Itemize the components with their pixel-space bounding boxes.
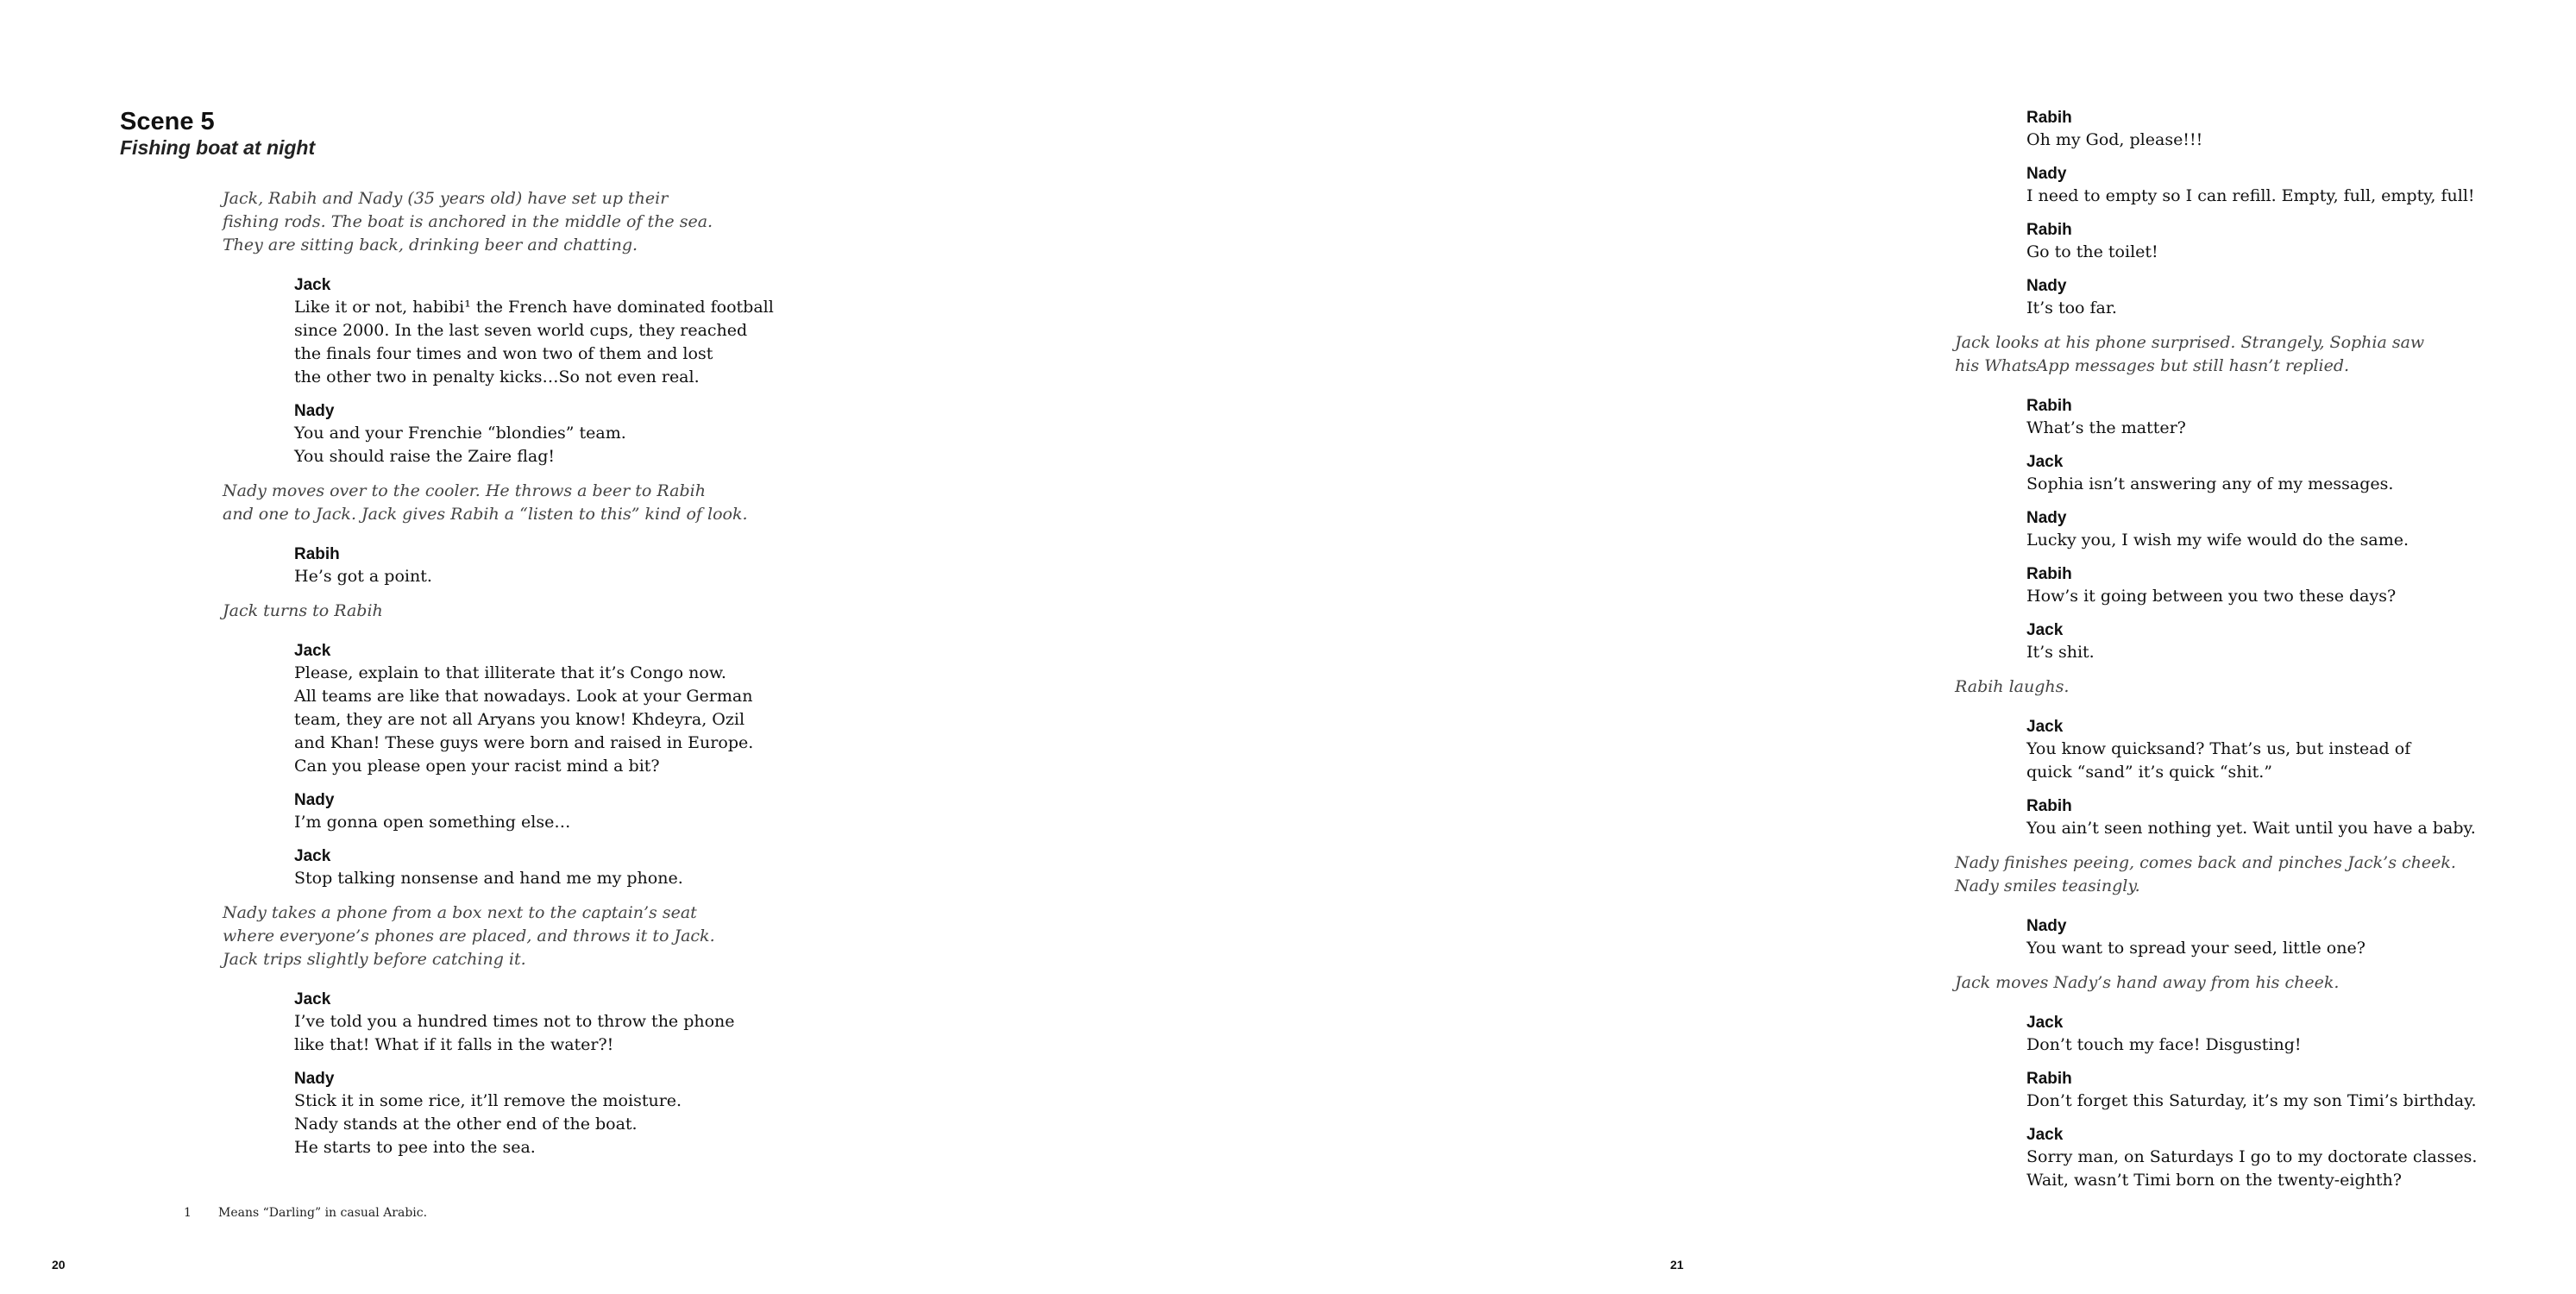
dialogue-line: Like it or not, habibi¹ the French have dominated football: [294, 298, 774, 317]
dialogue-text: [2026, 185, 2576, 208]
speaker-name: Nady: [294, 1070, 335, 1088]
dialogue-line: You know quicksand? That’s us, but instead of: [2026, 739, 2411, 758]
dialogue-line: Can you please open your racist mind a bit?: [294, 757, 660, 776]
dialogue-block: [2026, 451, 2576, 496]
dialogue-line: I need to empty so I can refill. Empty, full, empty, full!: [2026, 186, 2475, 205]
stage-direction: [1955, 331, 2576, 378]
dialogue-block: [2026, 563, 2576, 608]
footnote-text: Means “Darling” in casual Arabic.: [218, 1206, 428, 1220]
dialogue-line: the other two in penalty kicks…So not even real.: [294, 367, 700, 386]
dialogue-line: You should raise the Zaire flag!: [294, 447, 555, 466]
speaker-name: Jack: [294, 642, 331, 660]
dialogue-block: [2026, 1124, 2576, 1192]
dialogue-block: [2026, 619, 2576, 664]
speaker-name: Jack: [294, 990, 331, 1008]
direction-line: and one to Jack. Jack gives Rabih a “listen to this” kind of look.: [223, 505, 748, 524]
dialogue-line: quick “sand” it’s quick “shit.”: [2026, 763, 2272, 782]
dialogue-block: [294, 1068, 826, 1159]
direction-line: Jack turns to Rabih: [223, 601, 383, 620]
speaker-name: Jack: [2026, 621, 2064, 639]
direction-line: Nady moves over to the cooler. He throws a beer to Rabih: [223, 481, 706, 500]
dialogue-block: [294, 789, 826, 834]
direction-line: Nady smiles teasingly.: [1955, 876, 2140, 895]
dialogue-line: He’s got a point.: [294, 567, 432, 586]
speaker-name: Nady: [2026, 277, 2067, 295]
dialogue-text: [2026, 129, 2576, 152]
stage-direction: [223, 480, 826, 526]
direction-line: Nady takes a phone from a box next to the captain’s seat: [223, 903, 697, 922]
dialogue-line: How’s it going between you two these days?: [2026, 587, 2397, 606]
dialogue-line: You ain’t seen nothing yet. Wait until you have a baby.: [2026, 819, 2476, 838]
speaker-name: Rabih: [2026, 797, 2072, 815]
dialogue-block: [294, 274, 826, 389]
dialogue-text: [2026, 529, 2576, 552]
stage-direction: [1955, 675, 2576, 699]
direction-line: Nady finishes peeing, comes back and pinches Jack’s cheek.: [1955, 853, 2456, 872]
dialogue-block: [294, 640, 826, 778]
speaker-name: Jack: [294, 276, 331, 294]
dialogue-text: [2026, 937, 2576, 960]
speaker-name: Rabih: [2026, 221, 2072, 239]
dialogue-line: You and your Frenchie “blondies” team.: [294, 424, 626, 443]
dialogue-line: You want to spread your seed, little one?: [2026, 939, 2366, 958]
dialogue-text: [294, 565, 826, 588]
speaker-name: Jack: [2026, 718, 2064, 736]
dialogue-text: [294, 422, 826, 468]
dialogue-text: [294, 296, 826, 389]
dialogue-text: [294, 1010, 826, 1057]
speaker-name: Rabih: [294, 545, 340, 563]
dialogue-block: [294, 845, 826, 890]
speaker-name: Rabih: [2026, 397, 2072, 415]
page-number-right: 21: [1670, 1258, 1684, 1272]
dialogue-line: What’s the matter?: [2026, 418, 2186, 437]
dialogue-block: [2026, 795, 2576, 840]
direction-line: Jack moves Nady’s hand away from his cheek.: [1955, 973, 2340, 992]
dialogue-block: [2026, 507, 2576, 552]
dialogue-line: team, they are not all Aryans you know! Khdeyra, Ozil: [294, 710, 745, 729]
speaker-name: Nady: [2026, 509, 2067, 527]
dialogue-block: [2026, 1012, 2576, 1057]
speaker-name: Nady: [294, 402, 335, 420]
speaker-name: Rabih: [2026, 109, 2072, 127]
footnote-number: 1: [184, 1206, 192, 1220]
direction-line: Jack trips slightly before catching it.: [223, 950, 526, 969]
dialogue-text: [2026, 1033, 2576, 1057]
direction-line: his WhatsApp messages but still hasn’t replied.: [1955, 356, 2350, 375]
speaker-name: Nady: [294, 791, 335, 809]
dialogue-line: I’m gonna open something else…: [294, 813, 571, 832]
speaker-name: Jack: [2026, 453, 2064, 471]
speaker-name: Jack: [294, 847, 331, 865]
dialogue-text: [2026, 241, 2576, 264]
dialogue-line: Don’t forget this Saturday, it’s my son Timi’s birthday.: [2026, 1091, 2477, 1110]
dialogue-line: and Khan! These guys were born and raised in Europe.: [294, 733, 754, 752]
dialogue-line: the finals four times and won two of them and lost: [294, 344, 713, 363]
dialogue-line: Nady stands at the other end of the boat.: [294, 1115, 638, 1134]
dialogue-line: like that! What if it falls in the water?!: [294, 1035, 614, 1054]
left-script-body: [223, 187, 826, 1171]
dialogue-block: [2026, 1068, 2576, 1113]
dialogue-line: It’s too far.: [2026, 298, 2117, 317]
dialogue-line: Stick it in some rice, it’ll remove the moisture.: [294, 1091, 682, 1110]
dialogue-text: [2026, 738, 2576, 784]
dialogue-text: [2026, 297, 2576, 320]
stage-direction: [223, 187, 826, 257]
scene-subtitle: Fishing boat at night: [120, 136, 316, 159]
scene-title: Scene 5: [120, 108, 215, 135]
right-script-body: [1955, 107, 2576, 1203]
speaker-name: Jack: [2026, 1014, 2064, 1032]
dialogue-line: I’ve told you a hundred times not to throw the phone: [294, 1012, 735, 1031]
dialogue-text: [2026, 1146, 2576, 1192]
dialogue-line: He starts to pee into the sea.: [294, 1138, 536, 1157]
dialogue-line: Go to the toilet!: [2026, 242, 2158, 261]
dialogue-line: Wait, wasn’t Timi born on the twenty-eighth?: [2026, 1171, 2402, 1190]
dialogue-text: [2026, 417, 2576, 440]
dialogue-line: Sophia isn’t answering any of my messages.: [2026, 474, 2394, 493]
speaker-name: Nady: [2026, 917, 2067, 935]
dialogue-block: [2026, 163, 2576, 208]
speaker-name: Jack: [2026, 1126, 2064, 1144]
dialogue-line: All teams are like that nowadays. Look at your German: [294, 687, 753, 706]
direction-line: Jack, Rabih and Nady (35 years old) have set up their: [223, 189, 669, 208]
dialogue-text: [2026, 1090, 2576, 1113]
dialogue-line: Don’t touch my face! Disgusting!: [2026, 1035, 2302, 1054]
dialogue-block: [2026, 219, 2576, 264]
dialogue-line: Please, explain to that illiterate that it’s Congo now.: [294, 663, 726, 682]
dialogue-line: since 2000. In the last seven world cups, they reached: [294, 321, 748, 340]
dialogue-block: [2026, 915, 2576, 960]
stage-direction: [1955, 971, 2576, 995]
dialogue-text: [294, 1090, 826, 1159]
dialogue-text: [2026, 817, 2576, 840]
left-page: [0, 0, 863, 1294]
dialogue-block: [2026, 275, 2576, 320]
direction-line: where everyone’s phones are placed, and throws it to Jack.: [223, 927, 715, 945]
stage-direction: [223, 901, 826, 971]
dialogue-block: [294, 400, 826, 468]
direction-line: Rabih laughs.: [1955, 677, 2070, 696]
dialogue-text: [294, 662, 826, 778]
page-number-left: 20: [52, 1258, 66, 1272]
dialogue-block: [2026, 107, 2576, 152]
speaker-name: Nady: [2026, 165, 2067, 183]
dialogue-line: It’s shit.: [2026, 643, 2095, 662]
stage-direction: [223, 600, 826, 623]
dialogue-block: [2026, 395, 2576, 440]
dialogue-block: [294, 543, 826, 588]
dialogue-line: Stop talking nonsense and hand me my phone.: [294, 869, 683, 888]
dialogue-line: Sorry man, on Saturdays I go to my doctorate classes.: [2026, 1147, 2478, 1166]
right-page: [863, 0, 2478, 1294]
dialogue-text: [2026, 641, 2576, 664]
stage-direction: [1955, 851, 2576, 898]
speaker-name: Rabih: [2026, 565, 2072, 583]
direction-line: They are sitting back, drinking beer and chatting.: [223, 236, 638, 254]
direction-line: Jack looks at his phone surprised. Strangely, Sophia saw: [1955, 333, 2425, 352]
dialogue-block: [2026, 716, 2576, 784]
dialogue-line: Lucky you, I wish my wife would do the same.: [2026, 531, 2410, 550]
dialogue-text: [2026, 473, 2576, 496]
dialogue-text: [2026, 585, 2576, 608]
footnote: [184, 1204, 427, 1222]
dialogue-line: Oh my God, please!!!: [2026, 130, 2203, 149]
dialogue-text: [294, 811, 826, 834]
direction-line: fishing rods. The boat is anchored in the middle of the sea.: [223, 212, 713, 231]
dialogue-block: [294, 989, 826, 1057]
dialogue-text: [294, 867, 826, 890]
speaker-name: Rabih: [2026, 1070, 2072, 1088]
